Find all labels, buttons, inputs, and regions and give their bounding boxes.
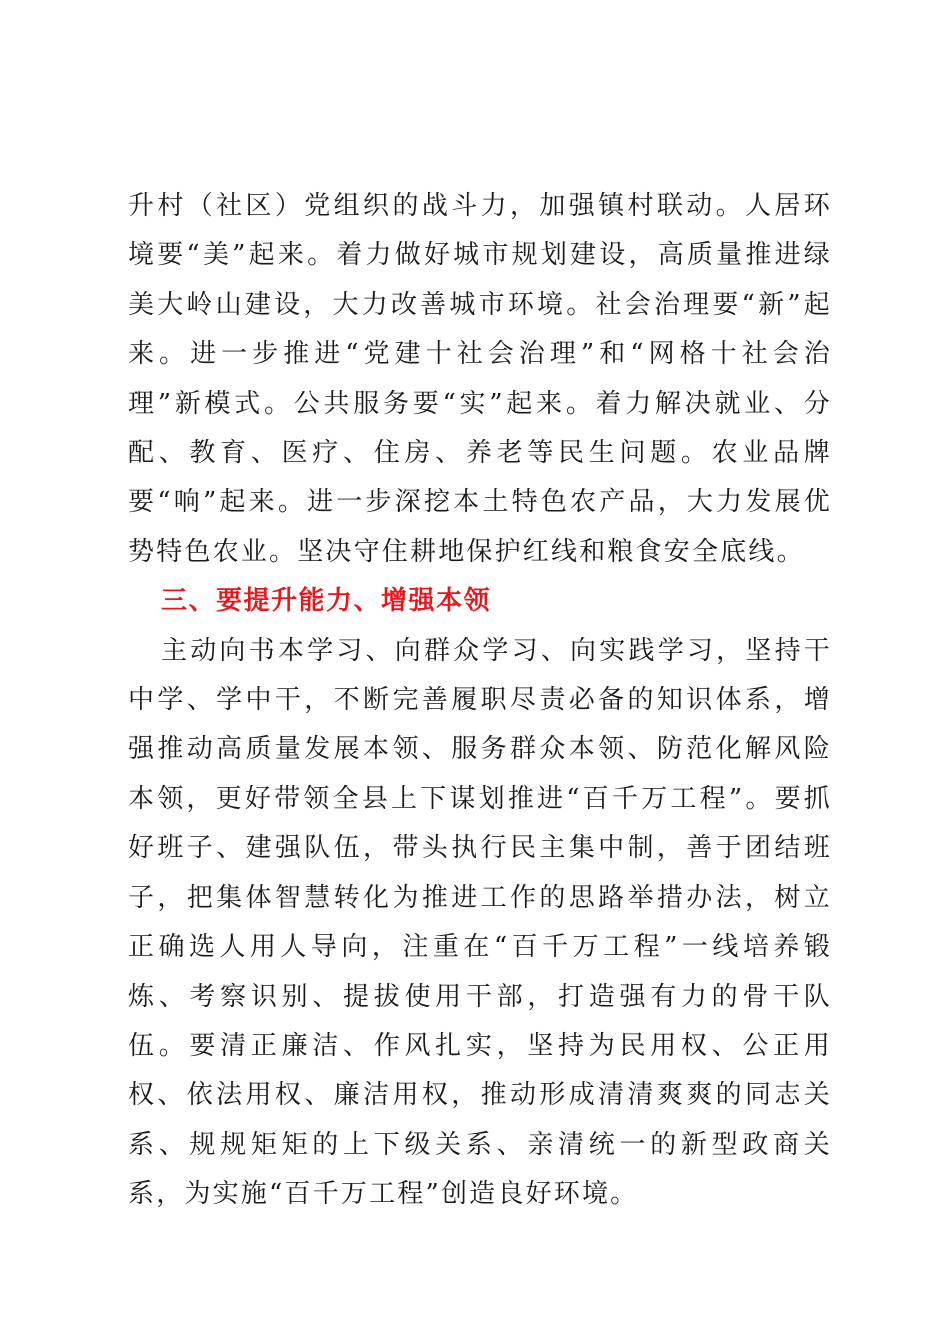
paragraph-body: 主动向书本学习、向群众学习、向实践学习，坚持干中学、学中干，不断完善履职尽责必备的知识体系，增强推动高质量发展本领、服务群众本领、防范化解风险本领，更好带领全县上下谋划推进“百千万工程”。要抓好班子、建强队伍，带头执行民主集中制，善于团结班子，把集体智慧转化为推进工作的思路举措办法，树立正确选人用人导向，注重在“百千万工程”一线培养锻炼、考察识别、提拔使用干部，打造强有力的骨干队伍。要清正廉洁、作风扎实，坚持为民用权、公正用权、依法用权、廉洁用权，推动形成清清爽爽的同志关系、规规矩矩的上下级关系、亲清统一的新型政商关系，为实施“百千万工程”创造良好环境。 [128, 635, 832, 1210]
section-heading: 三、要提升能力、增强本领 [161, 586, 492, 617]
document-body [128, 182, 832, 1220]
paragraph-continuation: 升村（社区）党组织的战斗力，加强镇村联动。人居环境要“美”起来。着力做好城市规划建设，高质量推进绿美大岭山建设，大力改善城市环境。社会治理要“新”起来。进一步推进“党建十社会治理”和“网格十社会治理”新模式。公共服务要“实”起来。着力解决就业、分配、教育、医疗、住房、养老等民生问题。农业品牌要“响”起来。进一步深挖本土特色农产品，大力发展优势特色农业。坚决守住耕地保护红线和粮食安全底线。 [128, 191, 832, 567]
